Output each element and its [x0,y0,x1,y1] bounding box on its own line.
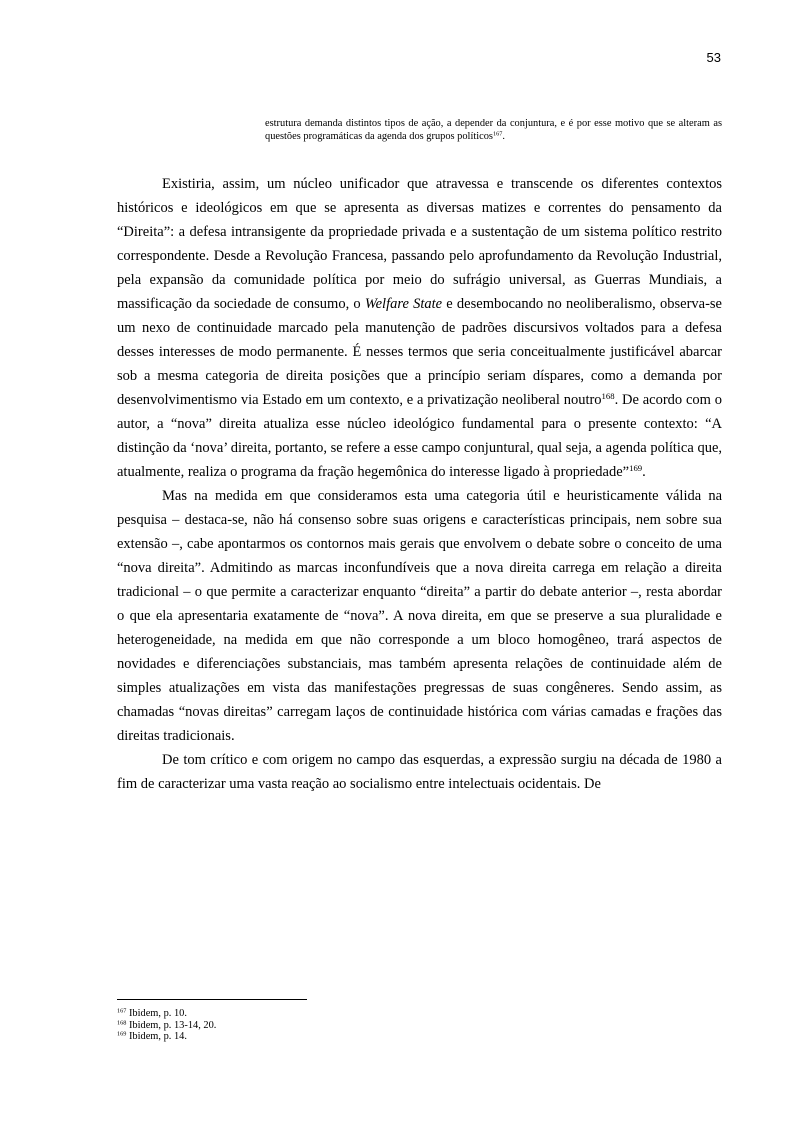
paragraph-text: . De acordo com o autor, a “nova” direita atualiza esse núcleo ideológico fundamental para o presente contexto: “A distinção da ‘nova’ direita, portanto, se refere a esse campo conjuntural, qual seja, a agenda política que, atualmente, realiza o programa da fração hegemônica do interesse ligado à propriedade” [117,392,722,480]
footnote [117,1031,517,1043]
quote-text: estrutura demanda distintos tipos de ação, a depender da conjuntura, e é por esse motivo que se alteram as questões programáticas da agenda dos grupos políticos [265,118,722,142]
paragraph-text: . [642,464,646,480]
footnote-text: Ibidem, p. 14. [126,1031,187,1042]
footnotes [117,1008,517,1043]
paragraph-text: Existiria, assim, um núcleo unificador que atravessa e transcende os diferentes contextos históricos e ideológicos em que se apresenta as diversas matizes e correntes do pensamento da “Direita”: a defesa intransigente da propriedade privada e a sustentação de um sistema político restrito correspondente. Desde a Revolução Francesa, passando pelo aprofundamento da Revolução Industrial, pela expansão da comunidade política por meio do sufrágio universal, as Guerras Mundiais, a massificação da sociedade de consumo, o [117,176,722,312]
body-text [117,172,722,796]
footnote-ref: 168 [601,390,615,401]
quote-punctuation: . [502,130,505,142]
paragraph [117,172,722,484]
footnote-number: 167 [117,1007,127,1015]
paragraph: De tom crítico e com origem no campo das esquerdas, a expressão surgiu na década de 1980 a fim de caracterizar uma vasta reação ao socialismo entre intelectuais ocidentais. De [117,752,722,792]
footnote-ref: 169 [629,462,643,473]
footnote-number: 168 [117,1018,127,1026]
page-number: 53 [706,50,721,65]
footnote-number: 169 [117,1030,127,1038]
italic-term: Welfare State [364,296,443,312]
block-quote [265,118,722,143]
footnote-text: Ibidem, p. 10. [126,1008,187,1019]
paragraph: Mas na medida em que consideramos esta uma categoria útil e heuristicamente válida na pesquisa – destaca-se, não há consenso sobre suas origens e características principais, nem sobre sua extensão –, cabe apontarmos os contornos mais gerais que envolvem o debate sobre o conceito de uma “nova direita”. Admitindo as marcas inconfundíveis que a nova direita carrega em relação a direita tradicional – o que permite a caracterizar enquanto “direita” a partir do debate anterior –, resta abordar o que ela apresentaria exatamente de “nova”. A nova direita, em que se preserve a sua pluralidade e heterogeneidade, na medida em que não corresponde a um bloco homogêneo, trará aspectos de novidades e diferenciações substanciais, mas também apresenta relações de continuidade além de simples atualizações em vista das manifestações pregressas de suas congêneres. Sendo assim, as chamadas “novas direitas” carregam laços de continuidade histórica com várias camadas e frações das direitas tradicionais. [117,488,722,744]
footnote-ref: 167 [492,129,503,137]
footnote-separator [117,999,307,1000]
footnote [117,1020,517,1032]
footnote [117,1008,517,1020]
paragraph-text: e desembocando no neoliberalismo, observa-se um nexo de continuidade marcado pela manutenção de padrões discursivos voltados para a defesa desses interesses de modo permanente. É nesses termos que seria conceitualmente justificável abarcar sob a mesma categoria de direita posições que a princípio seriam díspares, como a demanda por desenvolvimentismo via Estado em um contexto, e a privatização neoliberal noutro [117,296,722,408]
footnote-text: Ibidem, p. 13-14, 20. [126,1019,217,1031]
